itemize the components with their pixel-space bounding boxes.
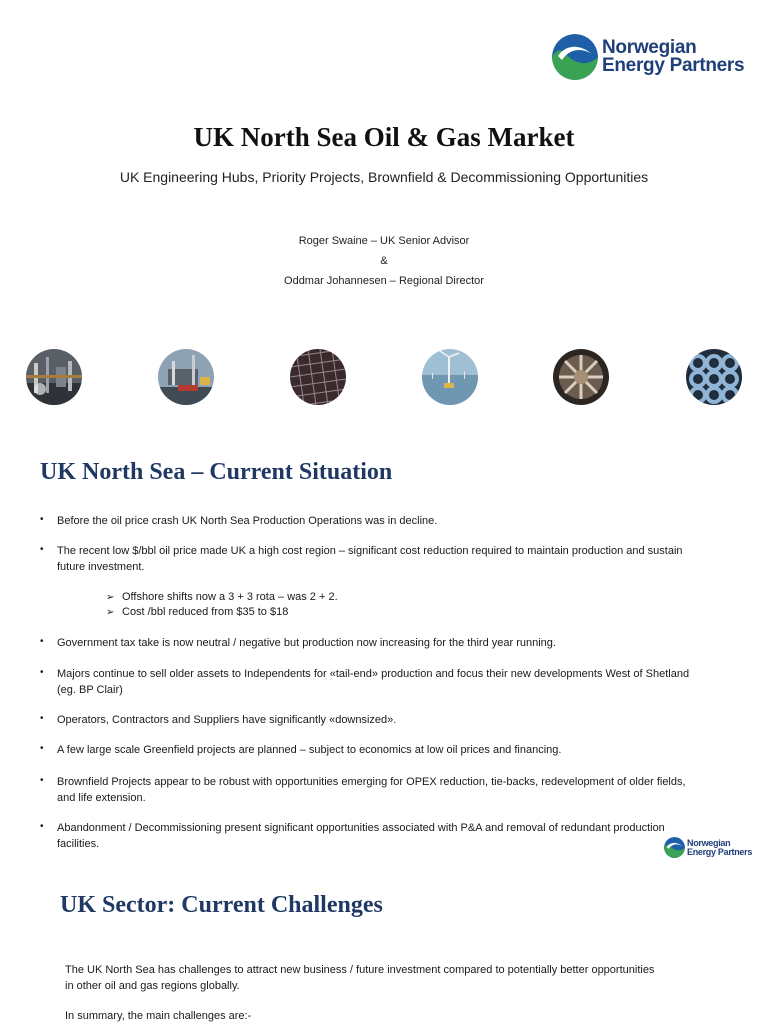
challenges-summary-paragraph: In summary, the main challenges are:- [65,1010,252,1022]
bullet-item: • A few large scale Greenfield projects are planned – subject to economics at low oil prices and financing. [40,742,700,758]
photo-turbine-thumbnail [553,349,609,405]
bullet-item: • Before the oil price crash UK North Sea Production Operations was in decline. [40,513,700,529]
logo-wave-icon [552,34,598,80]
sub-bullet-item: ➢ Cost /bbl reduced from $35 to $18 [106,605,288,620]
logo-text-small [687,839,752,856]
bullet-item: • The recent low $/bbl oil price made UK a high cost region – significant cost reduction required to maintain production and sustain future investment. [40,543,700,575]
bullet-item: • Government tax take is now neutral / negative but production now increasing for the third year running. [40,635,700,651]
document-title: UK North Sea Oil & Gas Market [193,122,575,152]
bullet-item: • Abandonment / Decommissioning present significant opportunities associated with P&A and removal of redundant production facilities. [40,820,700,852]
author-separator: & [380,255,388,267]
logo-line-1: Norwegian [602,36,697,58]
bullet-item: • Operators, Contractors and Suppliers have significantly «downsized». [40,712,700,728]
photo-solar-panel-thumbnail [290,349,346,405]
photo-platform-thumbnail [158,349,214,405]
company-logo-small [664,837,752,858]
section-title-current-challenges: UK Sector: Current Challenges [60,892,383,918]
author-2: Oddmar Johannesen – Regional Director [284,275,484,287]
challenges-intro-paragraph: The UK North Sea has challenges to attract new business / future investment compared to potentially better opportunities in other oil and gas regions globally. [65,964,655,992]
company-logo [552,34,744,80]
author-1: Roger Swaine – UK Senior Advisor [298,235,470,247]
photo-pipes-thumbnail [686,349,742,405]
photo-refinery-thumbnail [26,349,82,405]
logo-line-2: Energy Partners [602,55,745,76]
logo-line-2: Energy Partners [687,846,753,857]
photo-offshore-wind-thumbnail [422,349,478,405]
section-title-current-situation: UK North Sea – Current Situation [40,459,393,485]
bullet-item: • Brownfield Projects appear to be robust with opportunities emerging for OPEX reduction, tie-backs, redevelopment of older fields, and life extension. [40,774,700,806]
logo-text [602,36,745,76]
logo-wave-icon [664,837,685,858]
bullet-item: • Majors continue to sell older assets to Independents for «tail-end» production and focus their new developments West of Shetland (eg. BP Clair) [40,666,700,698]
logo-line-1: Norwegian [687,837,731,848]
document-subtitle: UK Engineering Hubs, Priority Projects, Brownfield & Decommissioning Opportunities [119,169,649,185]
sub-bullet-item: ➢ Offshore shifts now a 3 + 3 rota – was 2 + 2. [106,590,338,605]
